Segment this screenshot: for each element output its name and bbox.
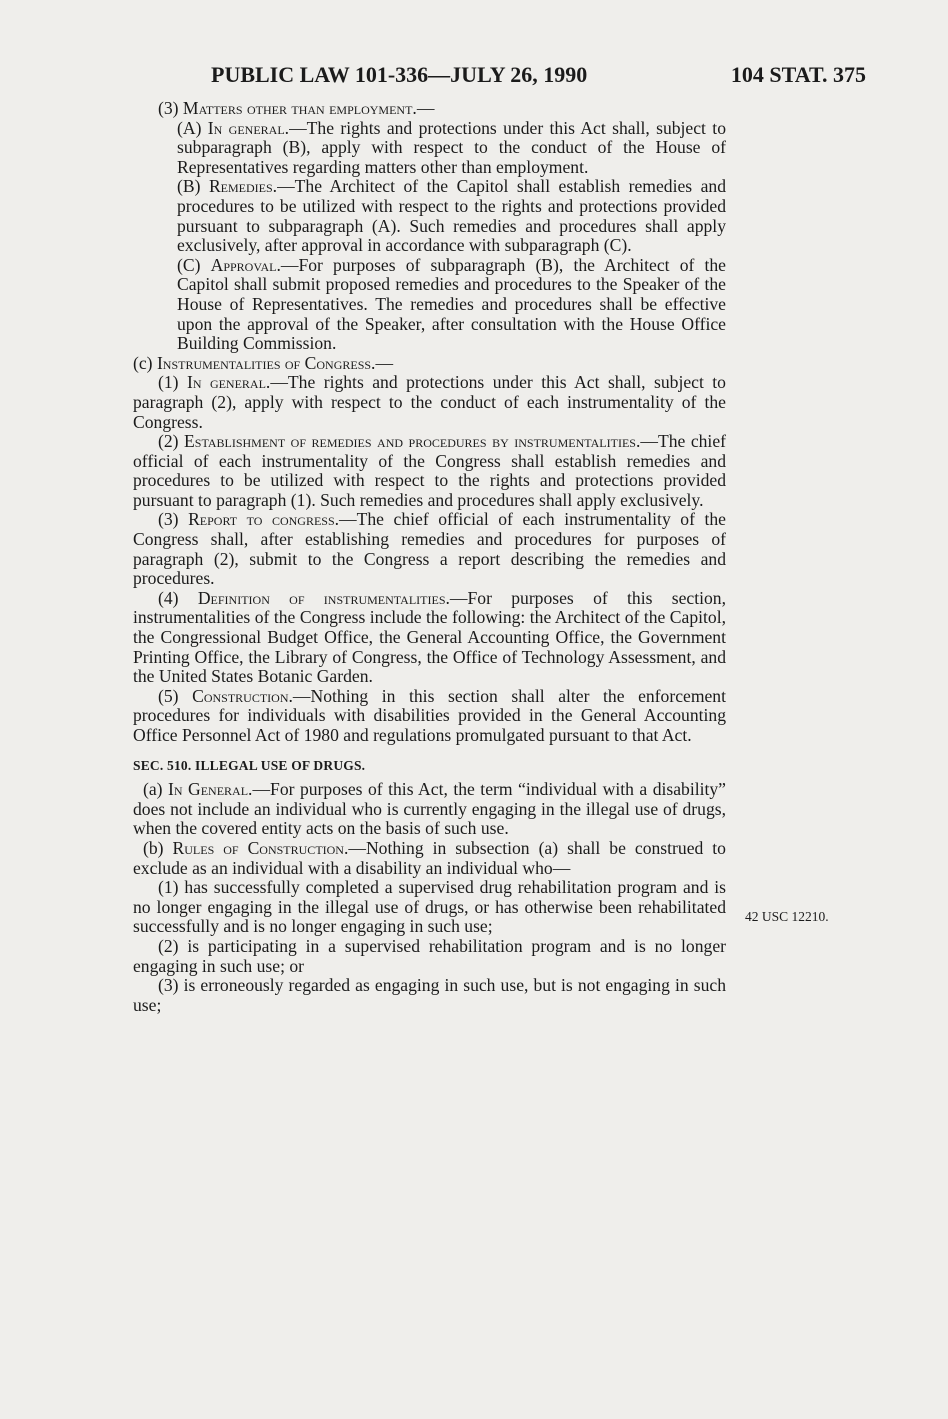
header-title: PUBLIC LAW 101-336—JULY 26, 1990 bbox=[211, 62, 588, 87]
paragraph-text: —For purposes of this Act, the term “individual with a disability” does not include an individual who is currently engaging in the illegal use of drugs, when the covered entity acts on the basis of such use. bbox=[133, 779, 726, 839]
paragraph-heading: Approval. bbox=[210, 254, 281, 275]
paragraph-text: —For purposes of subparagraph (B), the Architect of the Capitol shall submit proposed remedies and procedures to the Speaker of the House of Representatives. The remedies and procedures shall be effective upon the approval of the Speaker, after consultation with the House Office Building Commission. bbox=[177, 254, 726, 354]
paragraph-text: —Nothing in subsection (a) shall be construed to exclude as an individual with a disability an individual who— bbox=[133, 837, 726, 878]
paragraph-c1 bbox=[133, 373, 726, 432]
paragraph-c4 bbox=[133, 589, 726, 687]
paragraph-heading: Definition of instrumentalities. bbox=[197, 587, 450, 608]
paragraph-heading: In general. bbox=[207, 117, 290, 138]
paragraph-c2 bbox=[133, 432, 726, 510]
paragraph-c3 bbox=[133, 510, 726, 588]
paragraph-text: —The rights and protections under this Act shall, subject to paragraph (2), apply with respect to the conduct of each instrumentality of the Congress. bbox=[133, 372, 726, 432]
subsection-c-heading bbox=[133, 354, 726, 374]
paragraph-heading: Instrumentalities of Congress. bbox=[156, 352, 376, 373]
paragraph-label: (B) bbox=[177, 176, 209, 197]
paragraph-label: (a) bbox=[143, 779, 169, 800]
paragraph-label: (C) bbox=[177, 254, 211, 275]
paragraph-heading: Rules of Construction. bbox=[172, 837, 349, 858]
paragraph-c5 bbox=[133, 687, 726, 746]
paragraph-label: (1) bbox=[158, 372, 187, 393]
paragraph-text: —The chief official of each instrumentality of the Congress shall establish remedies and procedures to be utilized with respect to the rights and protections provided pursuant to paragraph (1). Such remedies and procedures shall apply exclusively. bbox=[133, 431, 726, 510]
paragraph-label: (2) bbox=[158, 431, 185, 452]
paragraph-text: —For purposes of this section, instrumentalities of the Congress include the following: the Architect of the Capitol, the Congressional Budget Office, the General Accounting Office, the Government Printing Office, the Library of Congress, the Office of Technology Assessment, and the United States Botanic Garden. bbox=[133, 587, 726, 687]
paragraph-3-heading bbox=[133, 99, 726, 119]
paragraph-heading: Construction. bbox=[192, 685, 293, 706]
paragraph-heading: In general. bbox=[186, 372, 271, 393]
paragraph-label: (c) bbox=[133, 352, 157, 373]
paragraph-label: (4) bbox=[158, 587, 198, 608]
paragraph-dash: — bbox=[416, 98, 435, 118]
paragraph-text: —The Architect of the Capitol shall establish remedies and procedures to be utilized with respect to the rights and protections provided pursuant to subparagraph (A). Such remedies and procedures shall apply exclusively, after approval in accordance with subparagraph (C). bbox=[177, 176, 726, 256]
section-heading: SEC. 510. ILLEGAL USE OF DRUGS. bbox=[133, 757, 366, 773]
paragraph-label: (A) bbox=[177, 117, 208, 138]
subparagraph-C bbox=[133, 256, 726, 354]
paragraph-heading: Remedies. bbox=[208, 176, 278, 197]
subsection-b bbox=[133, 839, 726, 878]
paragraph-heading: Establishment of remedies and procedures by instrumentalities. bbox=[184, 431, 641, 452]
margin-citation: 42 USC 12210. bbox=[745, 909, 829, 924]
paragraph-heading: Report to congress. bbox=[188, 509, 340, 530]
page-header bbox=[211, 60, 866, 90]
list-item-b1: (1) has successfully completed a supervised drug rehabilitation program and is no longer engaging in the illegal use of drugs, or has otherwise been rehabilitated successfully and is no longer engaging in such use; bbox=[133, 877, 726, 937]
paragraph-text: —Nothing in this section shall alter the enforcement procedures for individuals with disabilities provided in the General Accounting Office Personnel Act of 1980 and regulations promulgated pursuant to that Act. bbox=[133, 685, 726, 745]
paragraph-label: (b) bbox=[143, 837, 173, 858]
paragraph-label: (5) bbox=[158, 685, 193, 706]
paragraph-dash: — bbox=[375, 352, 394, 373]
header-stat-citation: 104 STAT. 375 bbox=[730, 62, 866, 87]
paragraph-heading: Matters other than employment. bbox=[182, 98, 417, 118]
document-body bbox=[133, 99, 726, 1015]
paragraph-label: (3) bbox=[158, 509, 189, 530]
subsection-a bbox=[133, 780, 726, 839]
subparagraph-A bbox=[133, 119, 726, 178]
paragraph-text: —The chief official of each instrumentality of the Congress shall, after establishing remedies and procedures for purposes of paragraph (2), submit to the Congress a report describing the remedies and procedures. bbox=[133, 509, 726, 589]
paragraph-text: —The rights and protections under this Act shall, subject to subparagraph (B), apply with respect to the conduct of the House of Representatives regarding matters other than employment. bbox=[177, 117, 726, 177]
paragraph-label: (3) bbox=[158, 98, 183, 118]
paragraph-heading: In General. bbox=[168, 779, 253, 800]
subparagraph-B bbox=[133, 177, 726, 255]
list-item-b3: (3) is erroneously regarded as engaging in such use, but is not engaging in such use; bbox=[133, 975, 726, 1015]
list-item-b2: (2) is participating in a supervised rehabilitation program and is no longer engaging in such use; or bbox=[133, 935, 726, 976]
